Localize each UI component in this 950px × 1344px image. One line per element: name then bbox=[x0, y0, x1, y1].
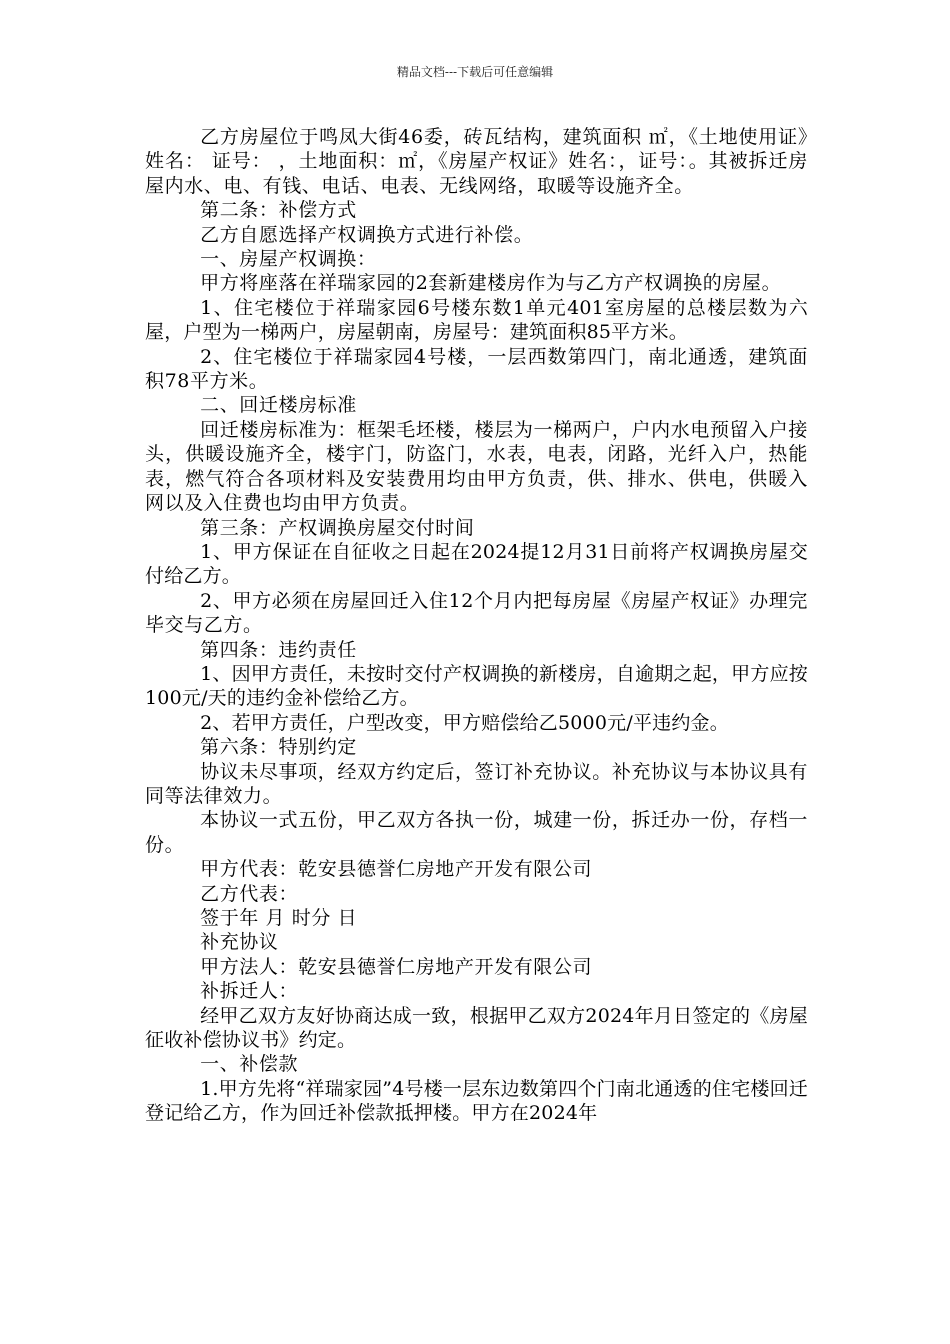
heading-article-6: 第六条：特别约定 bbox=[200, 736, 357, 759]
paragraph-copies: 本协议一式五份，甲乙双方各执一份，城建一份，拆迁办一份，存档一份。 bbox=[145, 809, 808, 856]
paragraph-compensation-1: 1.甲方先将“祥瑞家园”4号楼一层东边数第四个门南北通透的住宅楼回迁登记给乙方，作为回迁补偿款抵押楼。甲方在2024年 bbox=[145, 1077, 808, 1125]
heading-article-2: 第二条：补偿方式 bbox=[200, 199, 357, 222]
paragraph-property-certificate: 2、甲方必须在房屋回迁入住12个月内把每房屋《房屋产权证》办理完毕交与乙方。 bbox=[145, 589, 808, 637]
paragraph-house-location: 乙方房屋位于鸣凤大街46委，砖瓦结构，建筑面积 ㎡，《土地使用证》姓名： 证号： ，土地面积：㎡，《房屋产权证》姓名：，证号：。其被拆迁房屋内水、电、有钱、电话、电表、无线网络，取暖等设施齐全。 bbox=[145, 126, 808, 197]
signing-date: 签于年 月 时分 日 bbox=[200, 907, 358, 929]
paragraph-compensation-choice: 乙方自愿选择产权调换方式进行补偿。 bbox=[200, 223, 534, 246]
paragraph-agreement-basis: 经甲乙双方友好协商达成一致，根据甲乙双方2024年月日签定的《房屋征收补偿协议书》约定。 bbox=[145, 1004, 808, 1052]
party-b-representative: 乙方代表： bbox=[200, 882, 299, 905]
paragraph-delivery-date: 1、甲方保证在自征收之日起在2024提12月31日前将产权调换房屋交付给乙方。 bbox=[145, 540, 808, 588]
heading-property-exchange: 一、房屋产权调换： bbox=[200, 248, 377, 271]
paragraph-house-2: 2、住宅楼位于祥瑞家园4号楼，一层西数第四门，南北通透，建筑面积78平方米。 bbox=[145, 345, 808, 393]
paragraph-layout-penalty: 2、若甲方责任，户型改变，甲方赔偿给乙5000元/平违约金。 bbox=[200, 711, 729, 734]
paragraph-late-penalty: 1、因甲方责任，未按时交付产权调换的新楼房，自逾期之起，甲方应按100元/天的违约金补偿给乙方。 bbox=[145, 662, 808, 710]
relocated-party: 补拆迁人： bbox=[200, 980, 299, 1003]
heading-article-3: 第三条：产权调换房屋交付时间 bbox=[200, 516, 475, 539]
page-header: 精品文档---下载后可任意编辑 bbox=[396, 65, 554, 79]
party-a-representative: 甲方代表：乾安县德誉仁房地产开发有限公司 bbox=[200, 858, 593, 881]
paragraph-supplementary-agreement: 协议未尽事项，经双方约定后，签订补充协议。补充协议与本协议具有同等法律效力。 bbox=[145, 760, 808, 807]
paragraph-exchange-houses: 甲方将座落在祥瑞家园的2套新建楼房作为与乙方产权调换的房屋。 bbox=[200, 272, 782, 295]
paragraph-house-1: 1、住宅楼位于祥瑞家园6号楼东数1单元401室房屋的总楼层数为六屋，户型为一梯两户，房屋朝南，房屋号：建筑面积85平方米。 bbox=[145, 296, 808, 344]
document-body bbox=[145, 125, 808, 1126]
paragraph-relocation-standard: 回迁楼房标准为：框架毛坯楼，楼层为一梯两户，户内水电预留入户接头，供暖设施齐全，楼宇门，防盗门，水表，电表，闭路，光纤入户，热能表，燃气符合各项材料及安装费用均由甲方负责，供、排水、供电，供暖入网以及入住费也均由甲方负责。 bbox=[145, 418, 808, 515]
party-a-legal-person: 甲方法人：乾安县德誉仁房地产开发有限公司 bbox=[200, 955, 593, 978]
heading-relocation-standard: 二、回迁楼房标准 bbox=[200, 394, 357, 417]
heading-compensation: 一、补偿款 bbox=[200, 1053, 299, 1076]
heading-article-4: 第四条：违约责任 bbox=[200, 638, 357, 661]
heading-supplementary-agreement: 补充协议 bbox=[200, 931, 279, 954]
